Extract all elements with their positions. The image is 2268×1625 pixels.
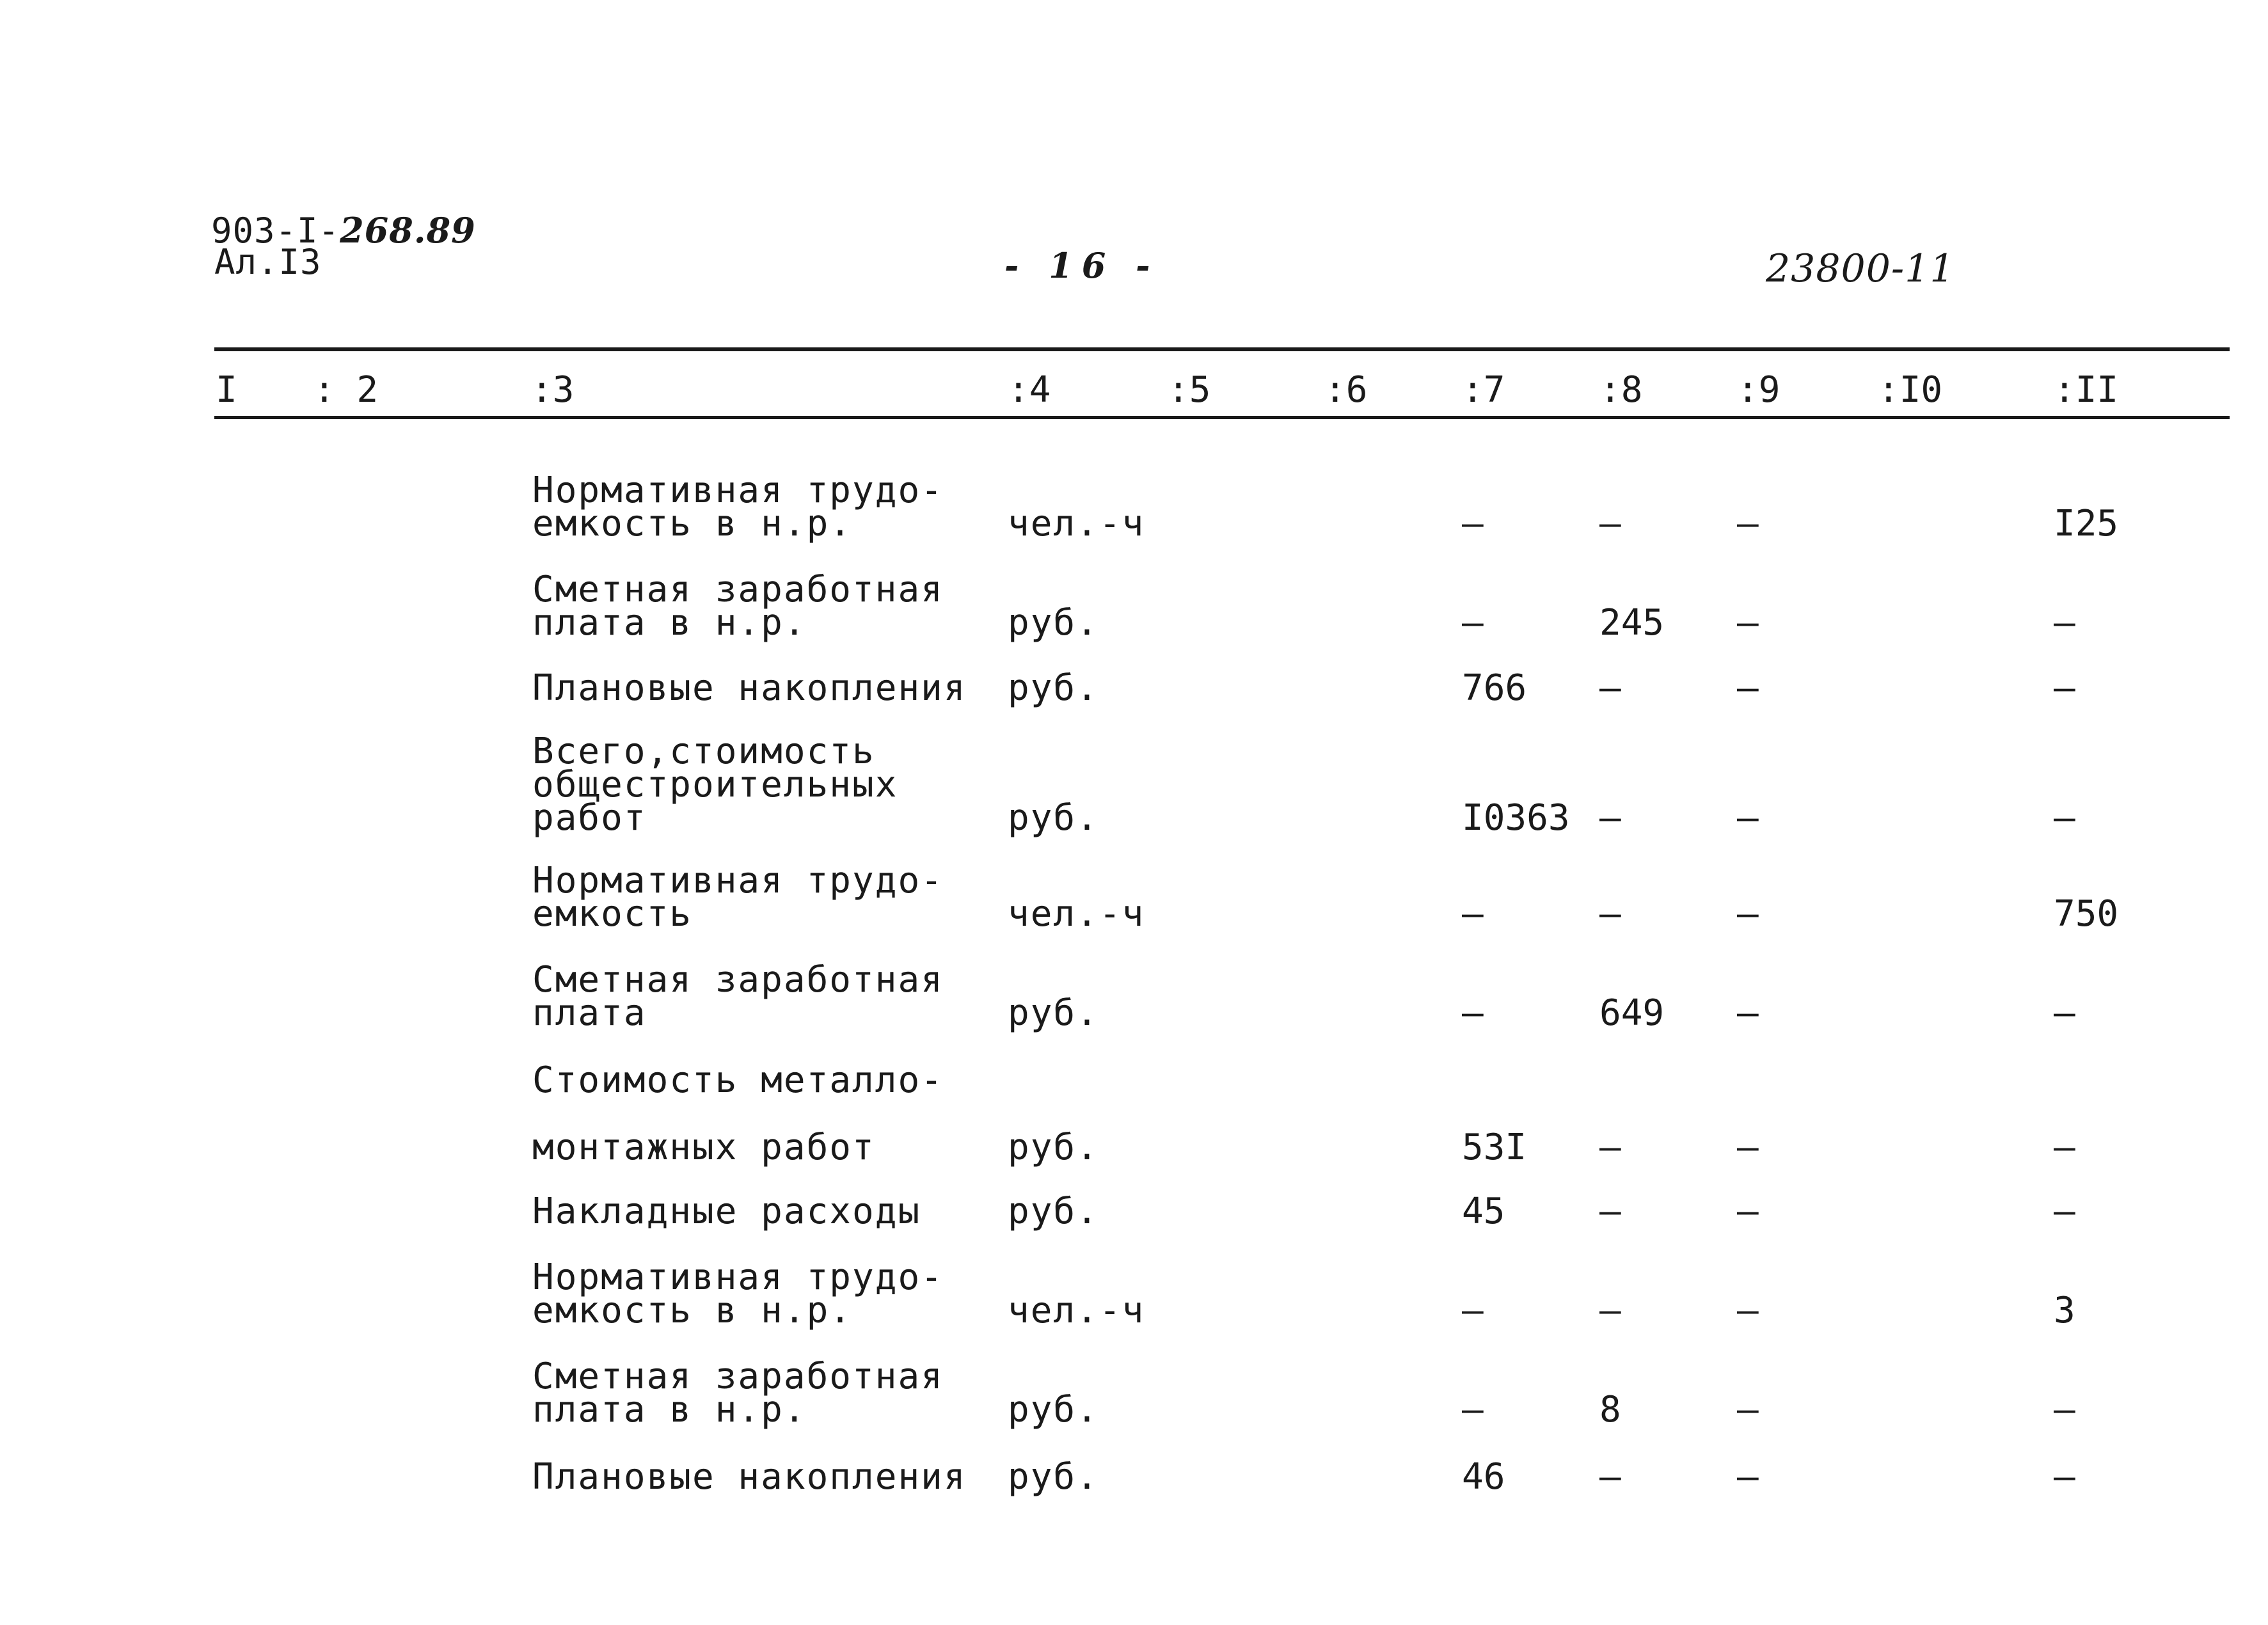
- row-col7-value: –: [1462, 893, 1484, 935]
- row-col7-value: –: [1462, 1389, 1484, 1431]
- row-col9-value: –: [1737, 1191, 1759, 1232]
- row-description-line: Сметная заработная: [532, 959, 944, 1001]
- row-col8-value: –: [1599, 1127, 1621, 1168]
- row-col11-value: 750: [2054, 893, 2119, 935]
- row-unit: чел.-ч: [1008, 1290, 1145, 1331]
- column-header-7: :7: [1462, 369, 1505, 411]
- page-number: - 16 -: [1004, 245, 1159, 286]
- row-description-line: плата в н.р.: [532, 602, 807, 644]
- row-col8-value: –: [1599, 667, 1621, 709]
- row-col8-value: –: [1599, 1191, 1621, 1232]
- row-unit: руб.: [1008, 992, 1099, 1034]
- row-col9-value: –: [1737, 797, 1759, 839]
- row-col11-value: –: [2054, 1191, 2075, 1232]
- row-description-line: Всего,стоимость: [532, 731, 875, 772]
- row-col7-value: –: [1462, 992, 1484, 1034]
- row-description-line: общестроительных: [532, 764, 898, 805]
- row-col8-value: –: [1599, 797, 1621, 839]
- row-col7-value: 45: [1462, 1191, 1505, 1232]
- row-col8-value: 8: [1599, 1389, 1621, 1431]
- row-col8-value: –: [1599, 1456, 1621, 1498]
- column-header-9: :9: [1737, 369, 1780, 411]
- row-col11-value: –: [2054, 1127, 2075, 1168]
- row-col9-value: –: [1737, 1127, 1759, 1168]
- row-unit: руб.: [1008, 1456, 1099, 1498]
- row-col11-value: I25: [2054, 503, 2119, 544]
- row-col7-value: 46: [1462, 1456, 1505, 1498]
- row-col7-value: –: [1462, 602, 1484, 644]
- row-col7-value: –: [1462, 1290, 1484, 1331]
- row-description-line: Сметная заработная: [532, 1356, 944, 1397]
- row-col7-value: I0363: [1462, 797, 1570, 839]
- row-description-line: плата: [532, 992, 647, 1034]
- row-description: [532, 1456, 967, 1498]
- row-description-line: Накладные расходы: [532, 1191, 921, 1232]
- column-header-10: :I0: [1878, 369, 1943, 411]
- row-description-line: Нормативная трудо-: [532, 860, 944, 901]
- row-description-line: Стоимость металло-: [532, 1059, 944, 1101]
- row-col9-value: –: [1737, 1389, 1759, 1431]
- row-col7-value: 766: [1462, 667, 1527, 709]
- row-unit: руб.: [1008, 602, 1099, 644]
- column-header-8: :8: [1599, 369, 1643, 411]
- row-col9-value: –: [1737, 602, 1759, 644]
- document-code-prefix: 903-I-: [211, 210, 340, 251]
- row-unit: руб.: [1008, 1389, 1099, 1431]
- row-description-line: емкость в н.р.: [532, 503, 853, 544]
- row-unit: руб.: [1008, 797, 1099, 839]
- row-col8-value: –: [1599, 503, 1621, 544]
- column-header-11: :II: [2054, 369, 2119, 411]
- row-col8-value: 649: [1599, 992, 1665, 1034]
- row-unit: руб.: [1008, 667, 1099, 709]
- archive-number: 23800-11: [1766, 246, 1955, 291]
- row-description-line: работ: [532, 797, 647, 839]
- row-col7-value: 53I: [1462, 1127, 1527, 1168]
- row-col9-value: –: [1737, 667, 1759, 709]
- column-header-5: :5: [1168, 369, 1211, 411]
- row-col11-value: –: [2054, 992, 2075, 1034]
- row-col11-value: –: [2054, 797, 2075, 839]
- row-col8-value: –: [1599, 893, 1621, 935]
- row-description-line: Нормативная трудо-: [532, 470, 944, 511]
- row-unit: руб.: [1008, 1127, 1099, 1168]
- sheet-label: Ал.I3: [214, 242, 322, 282]
- column-header-2: : 2: [313, 369, 379, 411]
- column-header-6: :6: [1324, 369, 1368, 411]
- row-col9-value: –: [1737, 1290, 1759, 1331]
- row-col9-value: –: [1737, 503, 1759, 544]
- column-header-4: :4: [1008, 369, 1051, 411]
- row-unit: чел.-ч: [1008, 503, 1145, 544]
- row-description-line: плата в н.р.: [532, 1389, 807, 1431]
- row-col8-value: –: [1599, 1290, 1621, 1331]
- column-header-3: :3: [531, 369, 575, 411]
- row-col7-value: –: [1462, 503, 1484, 544]
- row-col11-value: –: [2054, 1389, 2075, 1431]
- row-unit: руб.: [1008, 1191, 1099, 1232]
- column-header-1: I: [216, 369, 237, 411]
- row-description-line: Плановые накопления: [532, 1456, 967, 1498]
- row-col9-value: –: [1737, 1456, 1759, 1498]
- row-description-line: Сметная заработная: [532, 569, 944, 610]
- row-description-line: Нормативная трудо-: [532, 1256, 944, 1298]
- row-col8-value: 245: [1599, 602, 1665, 644]
- row-description-line: монтажных работ: [532, 1127, 875, 1168]
- row-col11-value: –: [2054, 602, 2075, 644]
- row-col11-value: –: [2054, 1456, 2075, 1498]
- row-description-line: емкость: [532, 893, 693, 935]
- row-description-line: емкость в н.р.: [532, 1290, 853, 1331]
- document-code-handwritten: 268.89: [340, 210, 476, 251]
- row-description-line: Плановые накопления: [532, 667, 967, 709]
- row-col11-value: 3: [2054, 1290, 2075, 1331]
- row-col9-value: –: [1737, 893, 1759, 935]
- row-unit: чел.-ч: [1008, 893, 1145, 935]
- row-col9-value: –: [1737, 992, 1759, 1034]
- row-col11-value: –: [2054, 667, 2075, 709]
